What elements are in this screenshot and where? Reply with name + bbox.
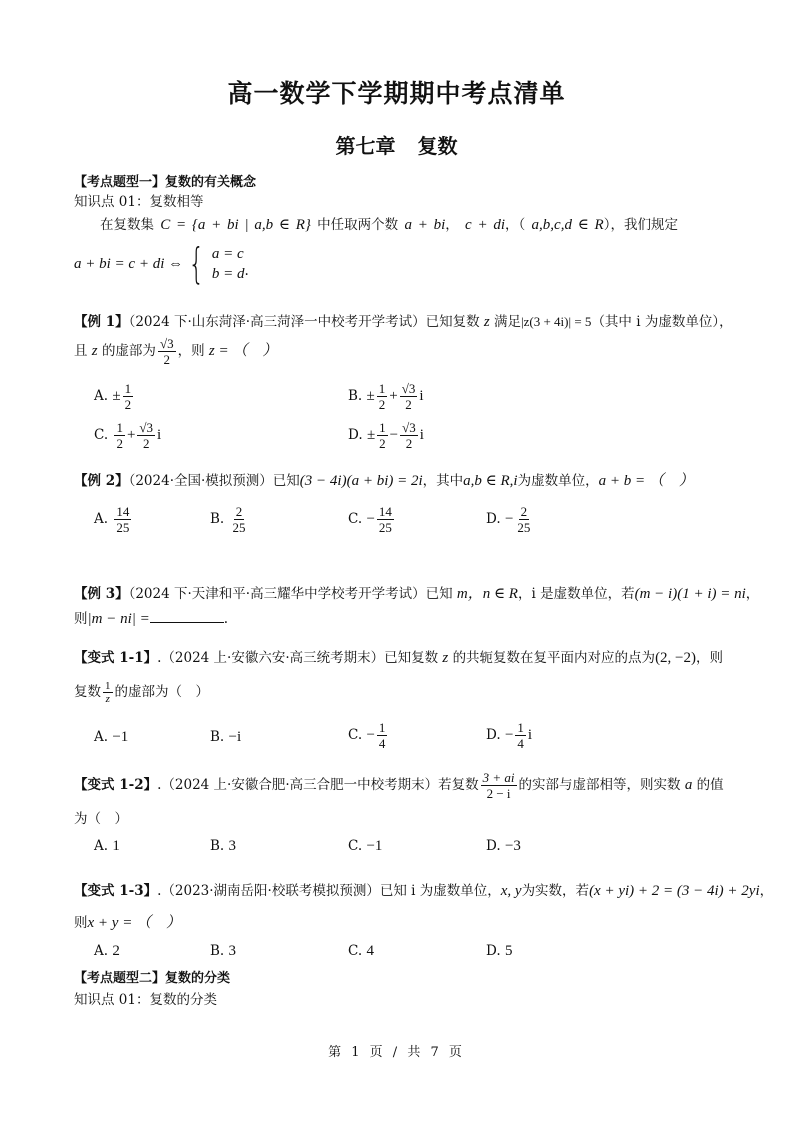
option-label: B. [210, 838, 225, 854]
section-heading-1: 【考点题型一】复数的有关概念 [74, 175, 257, 190]
example-2-line-1 [74, 469, 694, 490]
option-c[interactable] [348, 943, 374, 960]
option-label: D. [348, 427, 363, 443]
fraction-numerator: 1 [124, 381, 132, 396]
question-text: 已知 [425, 586, 453, 602]
question-text: ，i 是虚数单位，若 [517, 586, 635, 602]
definition-text: ），我们规定 [603, 217, 678, 233]
knowledge-point-1: 知识点 01：复数相等 [74, 194, 204, 210]
option-label: C. [94, 427, 109, 443]
fraction [114, 420, 125, 451]
fraction-denominator: 2 − i [486, 786, 511, 801]
sign: − [366, 727, 375, 743]
option-value: 3 [228, 838, 237, 854]
knowledge-point-2: 知识点 01：复数的分类 [74, 992, 217, 1008]
question-text: （其中 i 为虚数单位）， [591, 314, 733, 330]
example-label: 【例 1】 [74, 314, 129, 330]
option-label: B. [210, 943, 225, 959]
fraction-numerator: √3 [402, 420, 416, 435]
fraction-denominator: 25 [517, 520, 531, 535]
option-value: 2 [112, 943, 120, 959]
fraction-numerator: 1 [378, 381, 386, 396]
fraction-denominator: 25 [378, 520, 392, 535]
answer-prompt: a + b = （ ） [598, 473, 694, 489]
variable: z [483, 314, 490, 330]
fraction-denominator: 25 [232, 520, 246, 535]
variant-label: 【变式 1-2】 [74, 777, 158, 793]
fraction-denominator: 2 [378, 397, 386, 412]
example-source: （2024 下·山东菏泽·高三菏泽一中校考开学考试） [128, 314, 426, 330]
variant-1-3-line-1 [74, 879, 773, 900]
fraction-denominator: 25 [116, 520, 130, 535]
option-a[interactable] [94, 943, 120, 960]
operator: + [389, 388, 398, 404]
fraction [377, 381, 388, 412]
option-label: D. [486, 943, 501, 959]
definition-line [100, 213, 678, 234]
question-text: 已知复数 [384, 650, 439, 666]
option-value: 1 [112, 838, 120, 854]
question-text: ，则 [696, 650, 724, 666]
option-label: C. [348, 511, 363, 527]
fraction [377, 420, 388, 451]
question-text: 的值 [696, 777, 724, 793]
document-title: 高一数学下学期期中考点清单 [227, 79, 566, 108]
fraction [400, 381, 418, 412]
fraction-denominator: 2 [405, 397, 412, 412]
complex-set-formula: C = {a + bi | a,b ∈ R} [160, 217, 311, 233]
question-text: 已知复数 [425, 314, 480, 330]
option-d[interactable] [486, 720, 532, 751]
variable: a [684, 777, 693, 793]
equation-case: a = c [211, 246, 244, 262]
fraction [158, 336, 176, 367]
fraction [231, 504, 248, 535]
punct: . [223, 611, 229, 627]
fraction [114, 504, 131, 535]
formula: a,b ∈ R,i [463, 473, 518, 489]
question-text: 的虚部为 [101, 343, 156, 359]
variant-source: .（2023·湖南岳阳·校联考模拟预测） [157, 883, 380, 899]
option-c[interactable] [348, 838, 382, 855]
example-source: （2024 下·天津和平·高三耀华中学校考开学考试） [128, 586, 426, 602]
fraction-numerator: 3 + ai [482, 770, 515, 785]
option-c[interactable] [348, 720, 389, 751]
option-b[interactable] [210, 504, 250, 535]
imaginary-unit: i [419, 427, 424, 443]
option-b[interactable] [210, 838, 236, 855]
option-label: A. [94, 511, 109, 527]
fraction-numerator: 2 [235, 504, 243, 519]
fraction [377, 720, 388, 751]
answer-prompt: z = （ ） [208, 343, 278, 359]
formula: a,b,c,d ∈ R [531, 217, 604, 233]
option-d[interactable] [486, 504, 534, 535]
fraction-denominator: 2 [379, 436, 386, 451]
variant-1-1-line-1 [74, 646, 723, 667]
option-a[interactable] [94, 838, 120, 855]
variant-source: .（2024 上·安徽六安·高三统考期末） [157, 650, 385, 666]
answer-prompt: x + y = （ ） [87, 915, 182, 931]
option-label: A. [94, 943, 109, 959]
question-text: 复数 [74, 684, 101, 700]
variant-1-3-line-2 [74, 911, 181, 932]
fraction-denominator: 4 [517, 736, 524, 751]
option-label: A. [94, 388, 109, 404]
question-text: 的实部与虚部相等，则实数 [518, 777, 681, 793]
definition-text: 中任取两个数 [317, 217, 399, 233]
example-1-line-2 [74, 336, 277, 367]
option-c[interactable] [348, 504, 396, 535]
option-label: B. [348, 388, 363, 404]
fraction-denominator: z [105, 693, 110, 705]
question-text: 则 [74, 611, 88, 627]
example-3-line-1 [74, 582, 759, 603]
plus-minus-sign: ± [112, 388, 121, 404]
fraction-numerator: 1 [517, 720, 524, 735]
imaginary-unit: i [157, 427, 162, 443]
chapter-label: 第七章 [335, 134, 396, 158]
option-d[interactable] [348, 420, 424, 451]
option-value: −1 [366, 838, 383, 854]
fraction-numerator: 14 [378, 504, 392, 519]
question-text: 为虚数单位， [517, 473, 599, 489]
option-value: 4 [366, 943, 374, 959]
fraction [515, 720, 526, 751]
variant-1-2-line-2: 为（ ） [74, 811, 128, 827]
fraction-numerator: √3 [139, 420, 154, 435]
variant-label: 【变式 1-3】 [74, 883, 158, 899]
fraction-numerator: 1 [116, 420, 123, 435]
fraction-denominator: 2 [405, 436, 413, 451]
equation-case: b = d [211, 266, 245, 282]
option-label: C. [348, 727, 363, 743]
option-label: B. [210, 729, 225, 745]
left-brace-icon: { [188, 239, 205, 288]
fraction-denominator: 2 [163, 352, 170, 367]
option-label: A. [94, 729, 109, 745]
fraction-numerator: 1 [105, 680, 111, 692]
option-a[interactable] [94, 729, 128, 746]
punct: ， [445, 217, 459, 233]
operator: − [389, 427, 399, 443]
fraction [123, 381, 134, 412]
question-text: 若复数 [438, 777, 479, 793]
variant-label: 【变式 1-1】 [74, 650, 158, 666]
fraction-numerator: 1 [378, 720, 386, 735]
option-d[interactable] [486, 943, 512, 960]
option-value: −3 [504, 838, 521, 854]
option-label: D. [486, 511, 501, 527]
formula: |m − ni| = [87, 611, 150, 627]
fraction-numerator: √3 [159, 336, 174, 351]
question-text: ， [759, 883, 774, 899]
answer-blank[interactable] [150, 608, 224, 623]
equation-lhs: a + bi = c + di ⇔ [74, 255, 184, 272]
variant-source: .（2024 上·安徽合肥·高三合肥一中校考期末） [157, 777, 439, 793]
formula: a + bi [404, 217, 446, 233]
fraction-numerator: √3 [401, 381, 416, 396]
formula: (3 − 4i)(a + bi) = 2i [299, 473, 423, 489]
fraction [515, 504, 532, 535]
option-label: A. [94, 838, 109, 854]
fraction [137, 420, 155, 451]
question-text: ， [745, 586, 760, 602]
fraction-denominator: 2 [124, 397, 132, 412]
option-value: −1 [112, 729, 129, 745]
sign: − [504, 511, 514, 527]
formula: m，n ∈ R [456, 586, 518, 602]
operator: + [126, 427, 136, 443]
plus-minus-sign: ± [366, 427, 376, 443]
option-label: C. [348, 943, 363, 959]
sign: − [504, 727, 514, 743]
fraction-denominator: 2 [142, 436, 150, 451]
option-value: −i [228, 729, 242, 745]
fraction [377, 504, 394, 535]
example-3-line-2 [74, 607, 228, 628]
question-text: ，其中 [422, 473, 464, 489]
page-indicator: 第 1 页 / 共 7 页 [328, 1045, 465, 1060]
formula: |z(3 + 4i)| = 5 [521, 314, 592, 329]
formula: x, y [500, 883, 522, 899]
fraction [400, 420, 418, 451]
fraction [103, 680, 113, 705]
option-b[interactable] [210, 729, 241, 746]
fraction [481, 770, 517, 801]
option-label: B. [210, 511, 225, 527]
option-b[interactable] [348, 381, 424, 412]
variable: z [442, 650, 449, 666]
option-label: C. [348, 838, 363, 854]
question-text: 已知 i 为虚数单位， [379, 883, 501, 899]
equality-equation [74, 239, 249, 288]
question-text: 的虚部为（ ） [114, 684, 209, 700]
option-label: D. [486, 727, 501, 743]
question-text: 的共轭复数在复平面内对应的点为 [452, 650, 656, 666]
example-label: 【例 2】 [74, 473, 129, 489]
formula: (2, −2) [655, 650, 697, 666]
example-source: （2024·全国·模拟预测） [128, 473, 273, 489]
imaginary-unit: i [527, 727, 533, 743]
variant-1-1-line-2 [74, 680, 209, 705]
variable: z [91, 343, 98, 359]
punct: ，（ [505, 217, 526, 233]
variant-1-2-line-1 [74, 770, 724, 801]
imaginary-unit: i [419, 388, 424, 404]
example-label: 【例 3】 [74, 586, 129, 602]
fraction-denominator: 4 [378, 736, 386, 751]
definition-text: 在复数集 [100, 217, 154, 233]
option-label: D. [486, 838, 501, 854]
sign: − [366, 511, 375, 527]
formula: (x + yi) + 2 = (3 − 4i) + 2yi [589, 883, 760, 899]
question-text: 为实数，若 [521, 883, 590, 899]
question-text: 则 [74, 915, 88, 931]
option-b[interactable] [210, 943, 236, 960]
punct: . [244, 263, 249, 279]
fraction-denominator: 2 [116, 436, 123, 451]
fraction-numerator: 1 [379, 420, 386, 435]
option-a[interactable] [94, 504, 133, 535]
formula: c + di [465, 217, 505, 233]
option-c[interactable] [94, 420, 161, 451]
plus-minus-sign: ± [366, 388, 375, 404]
option-a[interactable] [94, 381, 135, 412]
formula: (m − i)(1 + i) = ni [634, 586, 746, 602]
chapter-name: 复数 [417, 134, 458, 158]
section-heading-2: 【考点题型二】复数的分类 [74, 971, 231, 986]
question-text: 且 [74, 343, 88, 359]
fraction-numerator: 14 [116, 504, 130, 519]
example-1-line-1 [74, 310, 733, 331]
question-text: 满足 [494, 314, 522, 330]
option-value: 3 [228, 943, 237, 959]
question-text: ，则 [177, 343, 205, 359]
option-d[interactable] [486, 838, 521, 855]
chapter-heading [0, 130, 793, 159]
question-text: 已知 [272, 473, 300, 489]
option-value: 5 [504, 943, 513, 959]
fraction-numerator: 2 [520, 504, 528, 519]
